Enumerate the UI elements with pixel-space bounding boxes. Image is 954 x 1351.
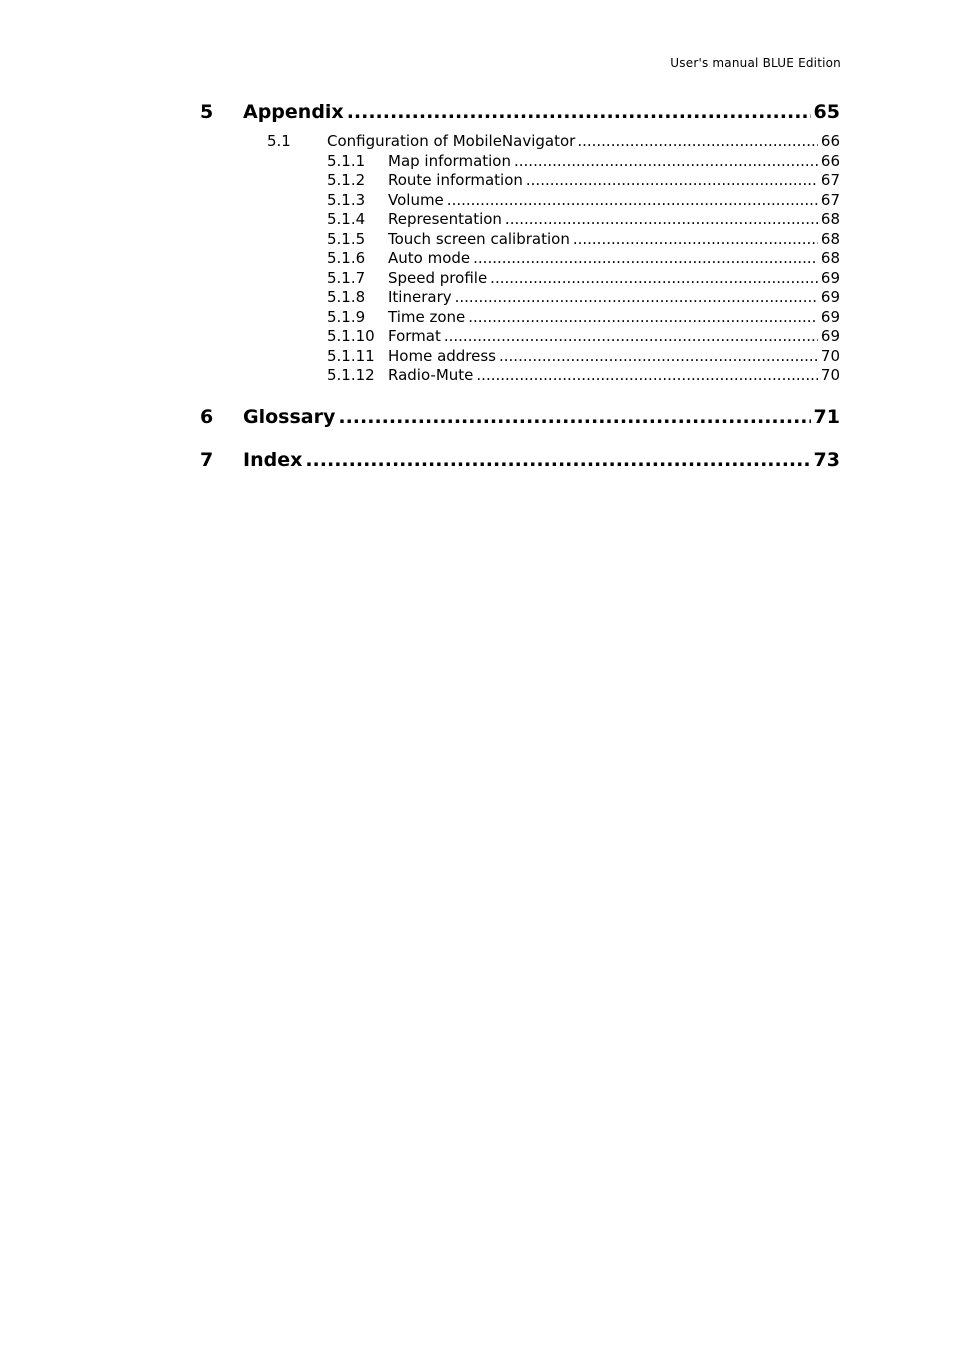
table-of-contents: [200, 98, 840, 474]
dot-leader: [514, 152, 818, 172]
subsection-number: 5.1.9: [327, 307, 366, 326]
dot-leader: [468, 308, 818, 328]
toc-subsection[interactable]: [327, 288, 840, 308]
subsection-page: 68: [820, 249, 840, 267]
dot-leader: [447, 191, 818, 211]
subsection-number: 5.1.2: [327, 171, 366, 189]
subsection-title: Radio-Mute: [388, 366, 474, 384]
subsection-number: 5.1.1: [327, 151, 366, 170]
section-title: Configuration of MobileNavigator: [327, 132, 576, 150]
subsection-number: 5.1.5: [327, 229, 366, 248]
subsection-title: Speed profile: [388, 268, 488, 287]
toc-subsection[interactable]: [327, 327, 840, 347]
spacer: [200, 431, 840, 446]
spacer: [200, 386, 840, 403]
subsection-number: 5.1.6: [327, 249, 366, 267]
subsection-title: Home address: [388, 346, 496, 365]
dot-leader: [577, 132, 818, 152]
toc-subsection[interactable]: [327, 171, 840, 191]
dot-leader: [476, 366, 818, 386]
subsection-page: 66: [820, 151, 840, 170]
dot-leader: [338, 403, 810, 431]
chapter-page: 71: [813, 405, 840, 428]
dot-leader: [347, 98, 811, 126]
dot-leader: [505, 210, 818, 230]
chapter-page: 73: [813, 448, 840, 471]
section-number: 5.1: [267, 132, 291, 150]
subsection-title: Volume: [388, 190, 444, 209]
subsection-page: 69: [820, 327, 840, 345]
subsection-title: Representation: [388, 210, 502, 228]
dot-leader: [573, 230, 818, 250]
toc-subsection[interactable]: [327, 249, 840, 269]
toc-subsection[interactable]: [327, 152, 840, 172]
subsection-page: 69: [820, 268, 840, 287]
subsection-title: Map information: [388, 151, 511, 170]
subsection-number: 5.1.10: [327, 327, 375, 345]
chapter-title: Index: [243, 448, 303, 471]
running-header: User's manual BLUE Edition: [670, 56, 841, 70]
subsection-number: 5.1.4: [327, 210, 366, 228]
toc-subsection[interactable]: [327, 230, 840, 250]
subsection-page: 69: [820, 288, 840, 306]
dot-leader: [526, 171, 818, 191]
chapter-page: 65: [813, 101, 840, 123]
toc-subsection[interactable]: [327, 269, 840, 289]
dot-leader: [305, 446, 810, 474]
subsection-title: Time zone: [388, 307, 466, 326]
subsection-number: 5.1.7: [327, 268, 366, 287]
dot-leader: [444, 327, 818, 347]
toc-subsection[interactable]: [327, 191, 840, 211]
toc-subsection[interactable]: [327, 347, 840, 367]
chapter-title: Glossary: [243, 405, 336, 428]
toc-section-configuration[interactable]: [267, 132, 840, 152]
subsection-number: 5.1.3: [327, 190, 366, 209]
subsection-page: 70: [820, 346, 840, 365]
dot-leader: [490, 269, 818, 289]
chapter-number: 5: [200, 101, 214, 123]
toc-subsection[interactable]: [327, 366, 840, 386]
toc-chapter-index[interactable]: [200, 446, 840, 474]
subsection-page: 68: [820, 229, 840, 248]
dot-leader: [473, 249, 818, 269]
toc-chapter-glossary[interactable]: [200, 403, 840, 431]
dot-leader: [499, 347, 818, 367]
dot-leader: [455, 288, 818, 308]
chapter-number: 6: [200, 405, 214, 428]
subsection-title: Itinerary: [388, 288, 452, 306]
toc-subsection[interactable]: [327, 308, 840, 328]
subsection-number: 5.1.12: [327, 366, 375, 384]
subsection-number: 5.1.8: [327, 288, 366, 306]
subsection-page: 67: [820, 190, 840, 209]
subsection-title: Auto mode: [388, 249, 471, 267]
toc-subsection[interactable]: [327, 210, 840, 230]
subsection-title: Touch screen calibration: [388, 229, 570, 248]
chapter-title: Appendix: [243, 101, 344, 123]
subsection-page: 67: [820, 171, 840, 189]
section-page: 66: [820, 132, 840, 150]
subsection-page: 69: [820, 307, 840, 326]
toc-chapter-appendix[interactable]: [200, 98, 840, 126]
subsection-title: Format: [388, 327, 441, 345]
subsection-page: 70: [820, 366, 840, 384]
subsection-title: Route information: [388, 171, 523, 189]
chapter-number: 7: [200, 448, 214, 471]
subsection-number: 5.1.11: [327, 346, 375, 365]
subsection-page: 68: [820, 210, 840, 228]
